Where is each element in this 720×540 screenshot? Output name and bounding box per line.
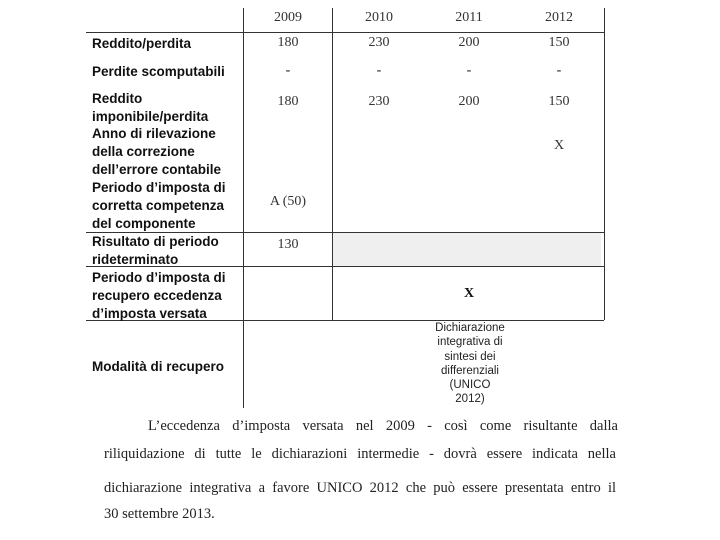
reddito-2009: 180 (277, 35, 299, 50)
modalita-line: differenziali (441, 364, 499, 377)
label-line: Risultato di periodo (92, 234, 219, 249)
label-line: d’imposta versata (92, 306, 207, 321)
table-line (332, 8, 333, 320)
label-line: corretta competenza (92, 198, 225, 213)
paragraph-line: L’eccedenza d’imposta versata nel 2009 - così come risultante dalla (148, 418, 618, 434)
perdite-2011: - (466, 63, 472, 78)
year-header-2011: 2011 (455, 10, 483, 25)
label-line: dell’errore contabile (92, 162, 222, 177)
row-label-modalita: Modalità di recupero (92, 359, 225, 374)
row-label-risultato (92, 233, 242, 269)
modalita-line: Dichiarazione (435, 322, 505, 334)
row-label-reddito: Reddito/perdita (92, 36, 192, 51)
modalita-line: integrativa di (437, 336, 503, 349)
row-label-perdite: Perdite scomputabili (92, 64, 225, 79)
row-label-imponibile (92, 90, 242, 126)
label-line: imponibile/perdita (92, 109, 209, 124)
perdite-2010: - (376, 63, 382, 78)
rilevazione-2012-mark: X (553, 138, 565, 153)
paragraph-line: 30 settembre 2013. (104, 506, 215, 522)
reddito-2011: 200 (458, 35, 480, 50)
shaded-cells (333, 232, 601, 266)
reddito-2012: 150 (548, 35, 570, 50)
reddito-2010: 230 (368, 35, 390, 50)
imponibile-2009: 180 (277, 94, 299, 109)
imponibile-2011: 200 (458, 94, 480, 109)
label-line: Periodo d’imposta di (92, 180, 226, 195)
imponibile-2012: 150 (548, 94, 570, 109)
recupero-mark: X (463, 286, 475, 301)
imponibile-2010: 230 (368, 94, 390, 109)
row-label-periodo (92, 179, 242, 233)
paragraph-line: dichiarazione integrativa a favore UNICO 2012 che può essere presentata entro il (104, 480, 616, 496)
tax-table (86, 8, 606, 408)
row-label-rilevazione (92, 125, 242, 179)
perdite-2012: - (556, 63, 562, 78)
table-line (86, 32, 604, 33)
modalita-line: 2012) (455, 393, 485, 406)
modalita-line: (UNICO (449, 379, 491, 392)
modalita-value (406, 321, 534, 407)
year-header-2012: 2012 (545, 10, 573, 25)
label-line: Anno di rilevazione (92, 126, 216, 141)
table-line (604, 8, 605, 320)
paragraph-line: riliquidazione di tutte le dichiarazioni intermedie - dovrà essere indicata nella (104, 446, 616, 462)
row-label-recupero (92, 269, 242, 323)
label-line: Periodo d’imposta di (92, 270, 226, 285)
label-line: rideterminato (92, 252, 179, 267)
label-line: Reddito (92, 91, 143, 106)
risultato-2009-value: 130 (277, 237, 299, 252)
year-header-2010: 2010 (365, 10, 393, 25)
year-header-2009: 2009 (274, 10, 302, 25)
perdite-2009: - (285, 63, 291, 78)
periodo-2009-value: A (50) (269, 194, 307, 209)
label-line: del componente (92, 216, 196, 231)
label-line: recupero eccedenza (92, 288, 222, 303)
modalita-line: sintesi dei (444, 350, 496, 363)
label-line: della correzione (92, 144, 195, 159)
